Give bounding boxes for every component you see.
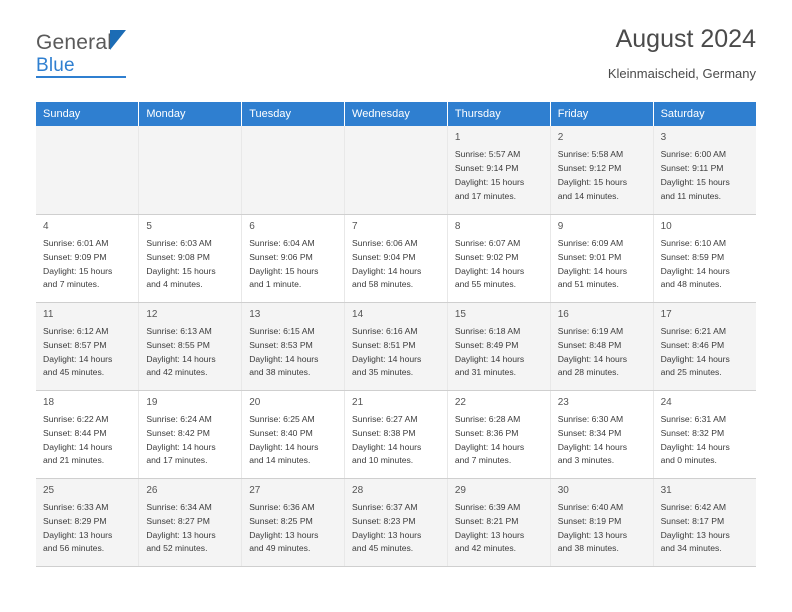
weekday-header-saturday: Saturday <box>653 102 756 126</box>
day-number: 15 <box>454 308 466 320</box>
calendar-day-cell[interactable] <box>447 214 550 302</box>
daylight-text-line2: and 0 minutes. <box>660 455 717 466</box>
calendar-day-cell[interactable] <box>653 478 756 566</box>
sunrise-text: Sunrise: 6:18 AM <box>454 325 521 336</box>
sunrise-text: Sunrise: 6:31 AM <box>660 413 727 424</box>
daylight-text-line1: Daylight: 14 hours <box>43 441 113 452</box>
day-number: 6 <box>249 220 255 232</box>
daylight-text-line1: Daylight: 13 hours <box>146 529 216 540</box>
calendar-cell-empty <box>242 126 345 214</box>
sunset-text: Sunset: 8:44 PM <box>43 427 107 438</box>
sunrise-text: Sunrise: 6:34 AM <box>146 501 212 512</box>
sunset-text: Sunset: 8:55 PM <box>146 339 210 350</box>
day-number: 11 <box>43 308 54 320</box>
daylight-text-line2: and 38 minutes. <box>249 367 311 378</box>
daylight-text-line1: Daylight: 14 hours <box>660 441 730 452</box>
daylight-text-line2: and 7 minutes. <box>43 279 100 290</box>
sunset-text: Sunset: 8:27 PM <box>146 515 210 526</box>
daylight-text-line2: and 3 minutes. <box>557 455 615 466</box>
sunrise-text: Sunrise: 6:00 AM <box>660 149 727 160</box>
sunset-text: Sunset: 9:14 PM <box>454 163 519 174</box>
daylight-text-line2: and 17 minutes. <box>454 190 517 201</box>
daylight-text-line2: and 28 minutes. <box>557 367 619 378</box>
calendar-day-cell[interactable] <box>653 390 756 478</box>
calendar-day-cell[interactable] <box>653 214 756 302</box>
calendar-cell-empty <box>139 126 242 214</box>
daylight-text-line1: Daylight: 14 hours <box>454 265 525 276</box>
day-number: 17 <box>660 308 672 320</box>
day-number: 22 <box>454 396 466 408</box>
daylight-text-line2: and 56 minutes. <box>43 543 105 554</box>
sunrise-text: Sunrise: 6:22 AM <box>43 413 109 424</box>
calendar-week-row <box>36 478 756 566</box>
day-number: 12 <box>146 308 158 320</box>
day-number: 13 <box>249 308 261 320</box>
sunset-text: Sunset: 8:19 PM <box>557 515 622 526</box>
sunset-text: Sunset: 8:36 PM <box>454 427 519 438</box>
calendar-day-cell[interactable] <box>139 214 242 302</box>
calendar-day-cell[interactable] <box>139 390 242 478</box>
day-number: 24 <box>660 396 672 408</box>
day-number: 4 <box>43 220 49 232</box>
daylight-text-line2: and 31 minutes. <box>454 367 517 378</box>
sunrise-text: Sunrise: 6:40 AM <box>557 501 624 512</box>
sunset-text: Sunset: 8:46 PM <box>660 339 725 350</box>
daylight-text-line1: Daylight: 13 hours <box>454 529 525 540</box>
day-number: 30 <box>557 484 569 496</box>
weekday-header-thursday: Thursday <box>447 102 550 126</box>
sunrise-text: Sunrise: 6:15 AM <box>249 325 315 336</box>
day-number: 31 <box>660 484 672 496</box>
day-number: 28 <box>352 484 364 496</box>
sunrise-text: Sunrise: 6:07 AM <box>454 237 521 248</box>
daylight-text-line1: Daylight: 14 hours <box>146 441 216 452</box>
logo-text-general: General <box>36 31 113 54</box>
calendar-cell-empty <box>345 126 448 214</box>
daylight-text-line2: and 42 minutes. <box>146 367 208 378</box>
daylight-text-line2: and 7 minutes. <box>454 455 512 466</box>
daylight-text-line2: and 14 minutes. <box>557 190 619 201</box>
sunset-text: Sunset: 8:40 PM <box>249 427 313 438</box>
daylight-text-line1: Daylight: 14 hours <box>660 265 730 276</box>
calendar-day-cell[interactable] <box>653 302 756 390</box>
calendar-body <box>36 126 756 566</box>
day-number: 18 <box>43 396 55 408</box>
location-label: Kleinmaischeid, Germany <box>607 65 756 81</box>
daylight-text-line2: and 14 minutes. <box>249 455 311 466</box>
logo-flag-icon <box>110 30 126 50</box>
daylight-text-line1: Daylight: 15 hours <box>557 177 627 188</box>
daylight-text-line2: and 4 minutes. <box>146 279 203 290</box>
sunrise-text: Sunrise: 6:24 AM <box>146 413 212 424</box>
weekday-header-monday: Monday <box>139 102 242 126</box>
sunset-text: Sunset: 8:51 PM <box>352 339 416 350</box>
weekday-header-wednesday: Wednesday <box>345 102 448 126</box>
calendar-week-row <box>36 214 756 302</box>
sunrise-text: Sunrise: 6:30 AM <box>557 413 624 424</box>
calendar-week-row <box>36 126 756 214</box>
calendar-day-cell[interactable] <box>242 302 345 390</box>
day-number: 27 <box>249 484 261 496</box>
sunset-text: Sunset: 8:32 PM <box>660 427 725 438</box>
sunset-text: Sunset: 8:38 PM <box>352 427 416 438</box>
sunset-text: Sunset: 8:48 PM <box>557 339 622 350</box>
sunset-text: Sunset: 8:53 PM <box>249 339 313 350</box>
sunrise-text: Sunrise: 6:39 AM <box>454 501 521 512</box>
daylight-text-line1: Daylight: 14 hours <box>249 441 319 452</box>
sunset-text: Sunset: 9:01 PM <box>557 251 622 262</box>
sunrise-text: Sunrise: 6:27 AM <box>352 413 418 424</box>
sunset-text: Sunset: 8:17 PM <box>660 515 725 526</box>
sunrise-text: Sunrise: 5:58 AM <box>557 149 624 160</box>
day-number: 3 <box>660 132 667 143</box>
daylight-text-line1: Daylight: 15 hours <box>43 265 113 276</box>
sunrise-text: Sunrise: 6:12 AM <box>43 325 109 336</box>
sunrise-text: Sunrise: 6:04 AM <box>249 237 315 248</box>
day-number: 16 <box>557 308 569 320</box>
daylight-text-line1: Daylight: 14 hours <box>249 353 319 364</box>
sunset-text: Sunset: 9:12 PM <box>557 163 622 174</box>
sunrise-text: Sunrise: 6:01 AM <box>43 237 109 248</box>
sunset-text: Sunset: 8:49 PM <box>454 339 519 350</box>
logo-text-blue: Blue <box>36 55 75 76</box>
daylight-text-line2: and 34 minutes. <box>660 543 722 554</box>
sunset-text: Sunset: 9:08 PM <box>146 251 210 262</box>
daylight-text-line1: Daylight: 15 hours <box>660 177 730 188</box>
sunrise-text: Sunrise: 6:10 AM <box>660 237 727 248</box>
day-number: 5 <box>146 220 152 232</box>
sunset-text: Sunset: 9:11 PM <box>660 163 724 174</box>
day-number: 7 <box>352 220 358 232</box>
daylight-text-line2: and 45 minutes. <box>43 367 105 378</box>
page-header <box>36 26 756 92</box>
sunrise-text: Sunrise: 6:03 AM <box>146 237 212 248</box>
sunrise-text: Sunrise: 6:25 AM <box>249 413 315 424</box>
calendar-day-cell[interactable] <box>36 478 139 566</box>
daylight-text-line1: Daylight: 14 hours <box>352 265 422 276</box>
sunset-text: Sunset: 8:21 PM <box>454 515 519 526</box>
daylight-text-line1: Daylight: 13 hours <box>43 529 113 540</box>
calendar-week-row <box>36 302 756 390</box>
calendar-cell-empty <box>36 126 139 214</box>
day-number: 10 <box>660 220 672 232</box>
day-number: 25 <box>43 484 55 496</box>
daylight-text-line1: Daylight: 14 hours <box>146 353 216 364</box>
logo-underline <box>36 76 126 78</box>
daylight-text-line2: and 48 minutes. <box>660 279 722 290</box>
sunset-text: Sunset: 9:04 PM <box>352 251 416 262</box>
day-number: 20 <box>249 396 261 408</box>
calendar-day-cell[interactable] <box>242 390 345 478</box>
sunset-text: Sunset: 8:59 PM <box>660 251 725 262</box>
daylight-text-line1: Daylight: 15 hours <box>454 177 525 188</box>
calendar-day-cell[interactable] <box>242 478 345 566</box>
calendar-day-cell[interactable] <box>550 478 653 566</box>
weekday-header-tuesday: Tuesday <box>242 102 345 126</box>
day-number: 21 <box>352 396 364 408</box>
daylight-text-line1: Daylight: 15 hours <box>249 265 319 276</box>
daylight-text-line2: and 58 minutes. <box>352 279 414 290</box>
daylight-text-line2: and 42 minutes. <box>454 543 517 554</box>
sunset-text: Sunset: 9:06 PM <box>249 251 313 262</box>
day-number: 8 <box>454 220 461 232</box>
calendar-day-cell[interactable] <box>447 126 550 214</box>
calendar-day-cell[interactable] <box>139 478 242 566</box>
calendar-day-cell[interactable] <box>345 214 448 302</box>
sunrise-text: Sunrise: 6:42 AM <box>660 501 727 512</box>
daylight-text-line1: Daylight: 13 hours <box>352 529 422 540</box>
daylight-text-line2: and 10 minutes. <box>352 455 414 466</box>
page-title: August 2024 <box>615 25 756 53</box>
sunset-text: Sunset: 9:02 PM <box>454 251 519 262</box>
calendar-day-cell[interactable] <box>550 214 653 302</box>
calendar-day-cell[interactable] <box>36 390 139 478</box>
sunrise-text: Sunrise: 6:09 AM <box>557 237 624 248</box>
sunset-text: Sunset: 9:09 PM <box>43 251 107 262</box>
calendar-day-cell[interactable] <box>345 478 448 566</box>
day-number: 9 <box>557 220 564 232</box>
calendar-day-cell[interactable] <box>447 390 550 478</box>
calendar-day-cell[interactable] <box>345 390 448 478</box>
calendar-week-row <box>36 390 756 478</box>
calendar-day-cell[interactable] <box>447 302 550 390</box>
daylight-text-line1: Daylight: 13 hours <box>660 529 730 540</box>
sunrise-text: Sunrise: 6:19 AM <box>557 325 624 336</box>
daylight-text-line2: and 11 minutes. <box>660 190 722 201</box>
daylight-text-line1: Daylight: 15 hours <box>146 265 216 276</box>
daylight-text-line1: Daylight: 14 hours <box>454 353 525 364</box>
calendar-day-cell[interactable] <box>36 302 139 390</box>
calendar-day-cell[interactable] <box>242 214 345 302</box>
day-number: 14 <box>352 308 364 320</box>
daylight-text-line1: Daylight: 13 hours <box>249 529 319 540</box>
sunset-text: Sunset: 8:34 PM <box>557 427 622 438</box>
calendar-day-cell[interactable] <box>550 126 653 214</box>
daylight-text-line2: and 51 minutes. <box>557 279 619 290</box>
daylight-text-line2: and 45 minutes. <box>352 543 414 554</box>
sunset-text: Sunset: 8:57 PM <box>43 339 107 350</box>
calendar-day-cell[interactable] <box>139 302 242 390</box>
calendar-day-cell[interactable] <box>447 478 550 566</box>
weekday-header-friday: Friday <box>550 102 653 126</box>
day-number: 23 <box>557 396 569 408</box>
sunrise-text: Sunrise: 6:21 AM <box>660 325 727 336</box>
sunset-text: Sunset: 8:29 PM <box>43 515 107 526</box>
day-number: 29 <box>454 484 466 496</box>
calendar-day-cell[interactable] <box>345 302 448 390</box>
sunrise-text: Sunrise: 5:57 AM <box>454 149 521 160</box>
title-block <box>608 26 756 81</box>
sunrise-text: Sunrise: 6:06 AM <box>352 237 418 248</box>
sunrise-text: Sunrise: 6:28 AM <box>454 413 521 424</box>
calendar-day-cell[interactable] <box>550 390 653 478</box>
sunrise-text: Sunrise: 6:36 AM <box>249 501 315 512</box>
calendar-day-cell[interactable] <box>36 214 139 302</box>
sunset-text: Sunset: 8:25 PM <box>249 515 313 526</box>
calendar-day-cell[interactable] <box>653 126 756 214</box>
daylight-text-line2: and 38 minutes. <box>557 543 619 554</box>
day-number: 2 <box>557 132 564 143</box>
daylight-text-line1: Daylight: 14 hours <box>352 441 422 452</box>
calendar-day-cell[interactable] <box>550 302 653 390</box>
weekday-header-sunday: Sunday <box>36 102 139 126</box>
day-number: 19 <box>146 396 158 408</box>
daylight-text-line2: and 25 minutes. <box>660 367 722 378</box>
daylight-text-line2: and 1 minute. <box>249 279 302 290</box>
daylight-text-line1: Daylight: 14 hours <box>660 353 730 364</box>
sunrise-text: Sunrise: 6:16 AM <box>352 325 418 336</box>
day-number: 26 <box>146 484 158 496</box>
sunrise-sunset-calendar <box>36 102 756 567</box>
daylight-text-line1: Daylight: 14 hours <box>43 353 113 364</box>
daylight-text-line2: and 49 minutes. <box>249 543 311 554</box>
daylight-text-line2: and 21 minutes. <box>43 455 105 466</box>
daylight-text-line1: Daylight: 14 hours <box>557 353 627 364</box>
daylight-text-line1: Daylight: 13 hours <box>557 529 627 540</box>
weekday-header-row <box>36 102 756 126</box>
daylight-text-line2: and 55 minutes. <box>454 279 517 290</box>
daylight-text-line1: Daylight: 14 hours <box>352 353 422 364</box>
sunrise-text: Sunrise: 6:37 AM <box>352 501 418 512</box>
generalblue-logo <box>36 26 112 75</box>
sunset-text: Sunset: 8:23 PM <box>352 515 416 526</box>
daylight-text-line2: and 17 minutes. <box>146 455 208 466</box>
daylight-text-line2: and 52 minutes. <box>146 543 208 554</box>
day-number: 1 <box>454 132 461 143</box>
sunset-text: Sunset: 8:42 PM <box>146 427 210 438</box>
daylight-text-line1: Daylight: 14 hours <box>454 441 525 452</box>
daylight-text-line2: and 35 minutes. <box>352 367 414 378</box>
daylight-text-line1: Daylight: 14 hours <box>557 441 627 452</box>
sunrise-text: Sunrise: 6:13 AM <box>146 325 212 336</box>
daylight-text-line1: Daylight: 14 hours <box>557 265 627 276</box>
sunrise-text: Sunrise: 6:33 AM <box>43 501 109 512</box>
